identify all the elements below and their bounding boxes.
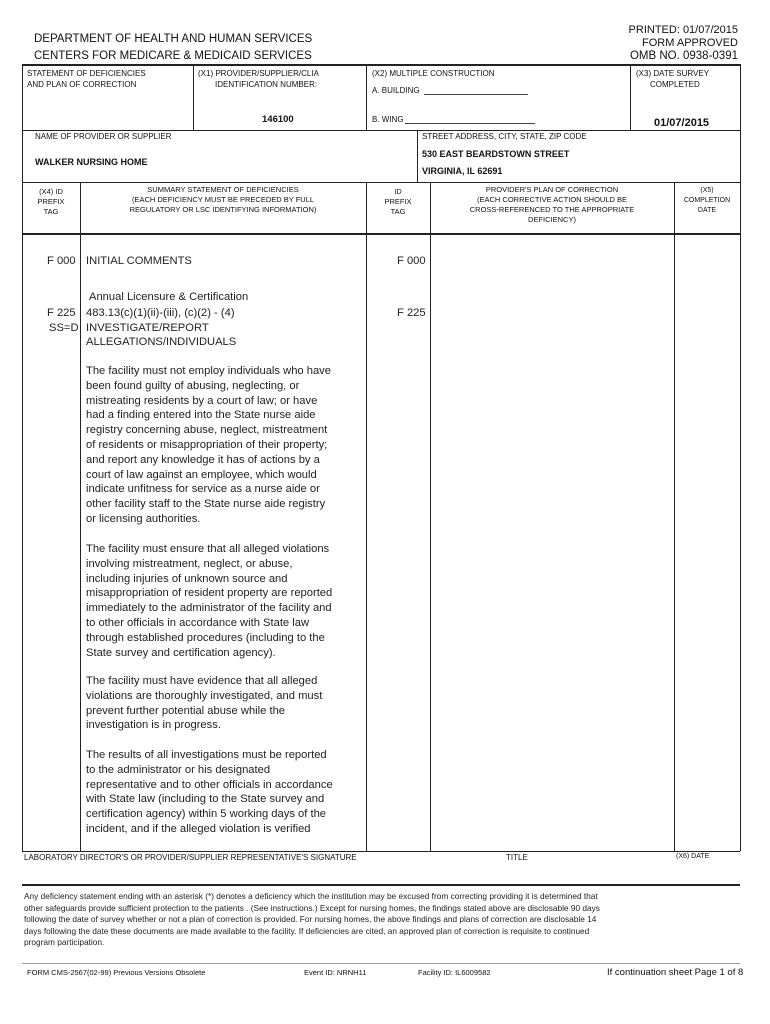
event-id: Event ID: NRNH11 — [304, 968, 367, 977]
paragraph-employment: The facility must not employ individuals who have been found guilty of abusing, neglecting, or mistreating residents by a court of law; or have had a finding entered into the State nurse aide registry concerning abuse, neglect, mistreatment of residents or misappropriation of their property; and report any knowledge it has of actions by a court of law against an employee, which would indicate unfitness for service as a nurse aide or other facility staff to the State nurse aide registry or licensing authorities. — [86, 365, 331, 525]
x5-header: (X5) COMPLETION DATE — [683, 187, 731, 214]
building-field[interactable] — [424, 94, 528, 95]
address-label: STREET ADDRESS, CITY, STATE, ZIP CODE — [422, 132, 587, 141]
disclosure-note: Any deficiency statement ending with an asterisk (*) denotes a deficiency which the institution may be excused from correcting providing it is determined that other safeguards provide sufficient protection to the patients . (See instructions.) Except for nursing homes, the findings stated above are disclosable 90 days following the date of survey whether or not a plan of correction is provided. For nursing homes, the above findings and plans of correction are disclosable 14 days following the date these documents are made available to the facility. If deficiencies are cited, an approved plan of correction is requisite to continued program participation. — [24, 891, 600, 947]
omb-number: OMB NO. 0938-0391 — [629, 50, 738, 62]
x1-label: (X1) PROVIDER/SUPPLIER/CLIA — [198, 69, 319, 78]
initial-comments-heading: INITIAL COMMENTS — [86, 255, 192, 267]
paragraph-results: The results of all investigations must be reported to the administrator or his designated representative and to other officials in accordance with State law (including to the State survey and certification agency) within 5 working days of the incident, and if the alleged violation is verified — [86, 749, 333, 835]
survey-completed-date: 01/07/2015 — [654, 117, 710, 129]
x4-header: (X4) ID PREFIX TAG — [37, 187, 65, 216]
x3-label: (X3) DATE SURVEY — [636, 69, 710, 78]
wing-field[interactable] — [405, 123, 535, 124]
provider-name: WALKER NURSING HOME — [35, 157, 148, 167]
street-address: 530 EAST BEARDSTOWN STREET — [422, 149, 570, 159]
paragraph-reporting: The facility must ensure that all alleged violations involving mistreatment, neglect, or abuse, including injuries of unknown source and misappropriation of resident property are reported immediately to the administrator of the facility and to other officials in accordance with State law through established procedures (including to the State survey and certification agency). — [86, 543, 333, 659]
department-title: DEPARTMENT OF HEALTH AND HUMAN SERVICES — [34, 33, 313, 45]
building-label: A. BUILDING — [372, 86, 420, 95]
provider-id-number: 146100 — [262, 114, 294, 125]
annual-survey-label: Annual Licensure & Certification — [89, 291, 249, 303]
title-label: TITLE — [506, 853, 528, 862]
city-state-zip: VIRGINIA, IL 62691 — [422, 166, 503, 176]
signature-label: LABORATORY DIRECTOR'S OR PROVIDER/SUPPLIER REPRESENTATIVE'S SIGNATURE — [24, 853, 357, 862]
regulation-citation: 483.13(c)(1)(ii)-(iii), (c)(2) - (4) — [86, 307, 235, 319]
id-prefix-header: ID PREFIX TAG — [384, 187, 412, 216]
wing-label: B. WING — [372, 115, 404, 124]
facility-id: Facility ID: IL6009582 — [418, 968, 491, 977]
x2-label: (X2) MULTIPLE CONSTRUCTION — [372, 69, 495, 78]
form-approved: FORM APPROVED — [642, 37, 738, 49]
summary-header: SUMMARY STATEMENT OF DEFICIENCIES (EACH DEFICIENCY MUST BE PRECEDED BY FULL REGULATORY OR LSC IDENTIFYING INFORMATION) — [129, 185, 317, 214]
severity-scope: SS=D — [49, 322, 79, 334]
x6-date-label: (X6) DATE — [676, 853, 710, 860]
statement-label: STATEMENT OF DEFICIENCIES — [27, 69, 146, 78]
tag-f000-right: F 000 — [397, 255, 426, 267]
cms-title: CENTERS FOR MEDICARE & MEDICAID SERVICES — [34, 50, 312, 62]
regulation-subtitle: ALLEGATIONS/INDIVIDUALS — [86, 336, 237, 348]
tag-f225-left: F 225 — [47, 307, 76, 319]
form-identifier: FORM CMS-2567(02-99) Previous Versions Obsolete — [27, 968, 206, 977]
regulation-title: INVESTIGATE/REPORT — [86, 322, 209, 334]
printed-date: PRINTED: 01/07/2015 — [628, 24, 738, 36]
plan-header: PROVIDER'S PLAN OF CORRECTION (EACH CORRECTIVE ACTION SHOULD BE CROSS-REFERENCED TO THE APPROPRIATE DEFICIENCY) — [469, 185, 635, 224]
provider-name-label: NAME OF PROVIDER OR SUPPLIER — [35, 132, 172, 141]
top-box-border — [22, 64, 740, 66]
tag-f225-right: F 225 — [397, 307, 426, 319]
page-indicator: If continuation sheet Page 1 of 8 — [607, 967, 744, 978]
tag-f000-left: F 000 — [47, 255, 76, 267]
paragraph-investigation: The facility must have evidence that all alleged violations are thoroughly investigated, and must prevent further potential abuse while the investigation is in progress. — [86, 675, 323, 732]
